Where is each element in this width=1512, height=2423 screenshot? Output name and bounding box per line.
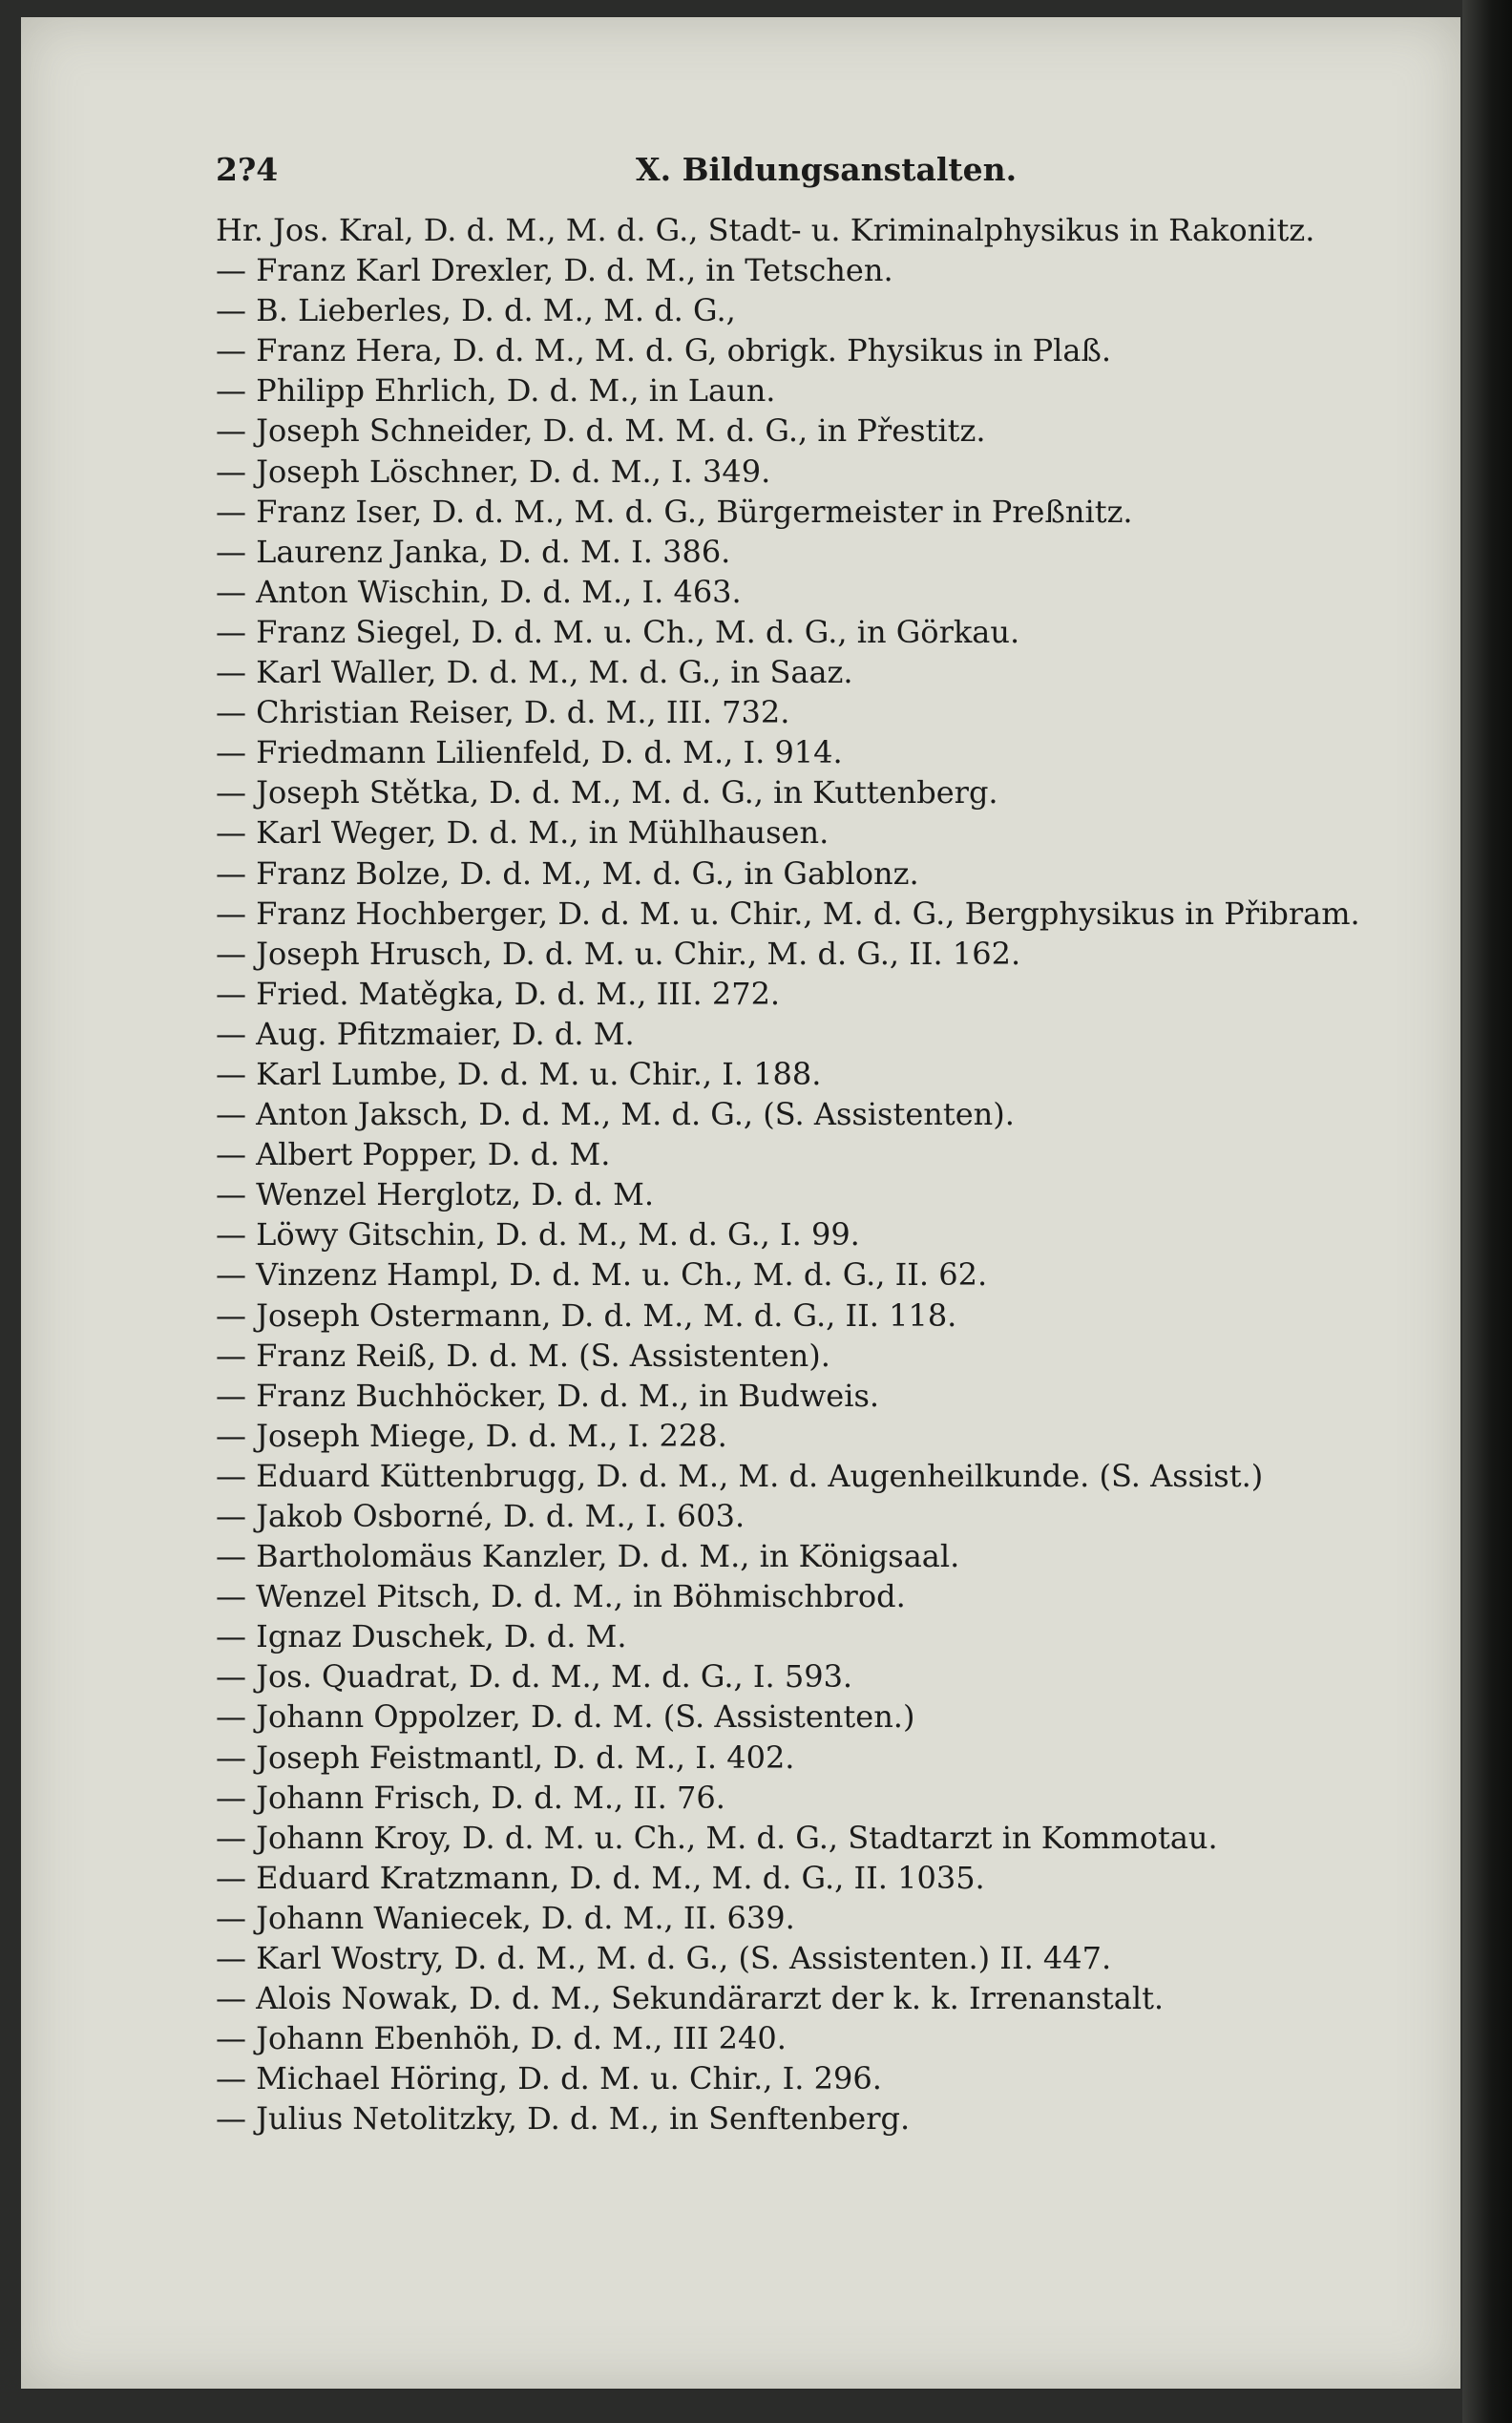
directory-entry: — Bartholomäus Kanzler, D. d. M., in Königsaal. xyxy=(216,1538,960,1575)
directory-entry: — Friedmann Lilienfeld, D. d. M., I. 914. xyxy=(216,734,843,771)
directory-entry: — Karl Weger, D. d. M., in Mühlhausen. xyxy=(216,814,830,852)
directory-entry: — Franz Hochberger, D. d. M. u. Chir., M. d. G., Bergphysikus in Přibram. xyxy=(216,895,1360,932)
directory-entry: — Löwy Gitschin, D. d. M., M. d. G., I. 99. xyxy=(216,1216,860,1254)
directory-entry: — Franz Iser, D. d. M., M. d. G., Bürgermeister in Preßnitz. xyxy=(216,493,1133,530)
directory-entry: — B. Lieberles, D. d. M., M. d. G., xyxy=(216,292,736,329)
directory-entry: — Joseph Löschner, D. d. M., I. 349. xyxy=(216,453,771,490)
directory-entry: — Ignaz Duschek, D. d. M. xyxy=(216,1618,627,1655)
directory-entry: — Franz Siegel, D. d. M. u. Ch., M. d. G., in Görkau. xyxy=(216,613,1020,650)
directory-entry: — Eduard Küttenbrugg, D. d. M., M. d. Augenheilkunde. (S. Assist.) xyxy=(216,1457,1264,1494)
page-header xyxy=(216,151,1018,195)
directory-entries xyxy=(216,210,1390,2139)
directory-entry: — Anton Jaksch, D. d. M., M. d. G., (S. Assistenten). xyxy=(216,1096,1015,1133)
directory-entry: — Anton Wischin, D. d. M., I. 463. xyxy=(216,573,742,610)
running-title: X. Bildungsanstalten. xyxy=(636,151,1018,188)
directory-entry: — Vinzenz Hampl, D. d. M. u. Ch., M. d. G., II. 62. xyxy=(216,1256,988,1294)
directory-entry: — Franz Bolze, D. d. M., M. d. G., in Gablonz. xyxy=(216,854,919,892)
directory-entry: — Eduard Kratzmann, D. d. M., M. d. G., II. 1035. xyxy=(216,1859,985,1896)
directory-entry: — Franz Hera, D. d. M., M. d. G, obrigk. Physikus in Plaß. xyxy=(216,332,1111,369)
directory-entry: — Joseph Miege, D. d. M., I. 228. xyxy=(216,1417,727,1454)
directory-entry: — Johann Oppolzer, D. d. M. (S. Assistenten.) xyxy=(216,1698,915,1736)
directory-entry: — Karl Wostry, D. d. M., M. d. G., (S. Assistenten.) II. 447. xyxy=(216,1940,1112,1977)
directory-entry: — Johann Ebenhöh, D. d. M., III 240. xyxy=(216,2020,787,2057)
directory-entry: — Julius Netolitzky, D. d. M., in Senftenberg. xyxy=(216,2100,911,2138)
directory-entry: — Laurenz Janka, D. d. M. I. 386. xyxy=(216,533,731,570)
directory-entry: — Joseph Ostermann, D. d. M., M. d. G., II. 118. xyxy=(216,1296,957,1334)
directory-entry: — Franz Karl Drexler, D. d. M., in Tetschen. xyxy=(216,252,893,289)
directory-entry: — Wenzel Pitsch, D. d. M., in Böhmischbrod. xyxy=(216,1578,906,1615)
directory-entry: — Christian Reiser, D. d. M., III. 732. xyxy=(216,694,790,731)
directory-entry: — Johann Waniecek, D. d. M., II. 639. xyxy=(216,1899,795,1936)
directory-entry: — Karl Lumbe, D. d. M. u. Chir., I. 188. xyxy=(216,1055,822,1092)
directory-entry: — Johann Kroy, D. d. M. u. Ch., M. d. G., Stadtarzt in Kommotau. xyxy=(216,1819,1218,1856)
directory-entry: — Michael Höring, D. d. M. u. Chir., I. 296. xyxy=(216,2060,882,2097)
directory-entry: — Alois Nowak, D. d. M., Sekundärarzt der k. k. Irrenanstalt. xyxy=(216,1980,1165,2017)
directory-entry: — Fried. Matěgka, D. d. M., III. 272. xyxy=(216,975,781,1012)
directory-entry: — Johann Frisch, D. d. M., II. 76. xyxy=(216,1779,725,1816)
directory-entry: — Aug. Pfitzmaier, D. d. M. xyxy=(216,1015,635,1052)
directory-entry: Hr. Jos. Kral, D. d. M., M. d. G., Stadt- u. Kriminalphysikus in Rakonitz. xyxy=(216,212,1315,248)
directory-entry: — Joseph Feistmantl, D. d. M., I. 402. xyxy=(216,1738,795,1776)
directory-entry: — Philipp Ehrlich, D. d. M., in Laun. xyxy=(216,372,776,410)
directory-entry: — Joseph Stětka, D. d. M., M. d. G., in Kuttenberg. xyxy=(216,774,998,811)
directory-entry: — Joseph Hrusch, D. d. M. u. Chir., M. d. G., II. 162. xyxy=(216,935,1021,972)
directory-entry: — Karl Waller, D. d. M., M. d. G., in Saaz. xyxy=(216,654,853,691)
page-number: 2?4 xyxy=(216,151,279,188)
directory-entry: — Wenzel Herglotz, D. d. M. xyxy=(216,1176,655,1213)
directory-entry: — Joseph Schneider, D. d. M. M. d. G., in Přestitz. xyxy=(216,412,986,450)
directory-entry: — Albert Popper, D. d. M. xyxy=(216,1136,611,1173)
directory-entry: — Franz Reiß, D. d. M. (S. Assistenten). xyxy=(216,1337,830,1374)
directory-entry: — Jakob Osborné, D. d. M., I. 603. xyxy=(216,1498,746,1534)
book-binding-edge xyxy=(1462,0,1512,2423)
directory-entry: — Franz Buchhöcker, D. d. M., in Budweis. xyxy=(216,1377,880,1414)
directory-entry: — Jos. Quadrat, D. d. M., M. d. G., I. 593. xyxy=(216,1658,853,1696)
